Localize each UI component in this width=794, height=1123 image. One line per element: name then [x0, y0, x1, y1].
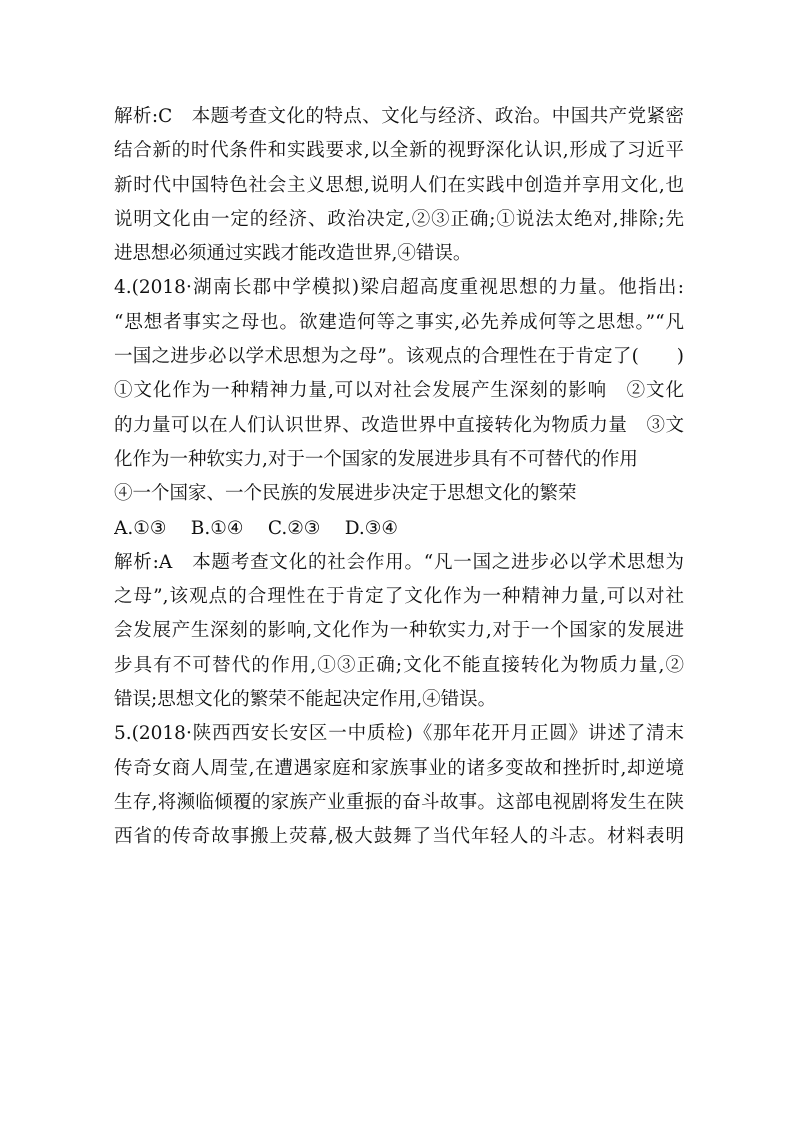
analysis-4-line-4: 步具有不可替代的作用,①③正确;文化不能直接转化为物质力量,②	[114, 654, 684, 676]
question-4-options: A.①③ B.①④ C.②③ D.③④	[114, 517, 398, 539]
question-4-statements-line-3: 化作为一种软实力,对于一个国家的发展进步具有不可替代的作用	[114, 448, 638, 470]
question-4-statements-line-1: ①文化作为一种精神力量,可以对社会发展产生深刻的影响 ②文化	[114, 380, 684, 402]
analysis-4-line-3: 会发展产生深刻的影响,文化作为一种软实力,对于一个国家的发展进	[114, 620, 684, 642]
question-5-stem-line-3: 生存,将濒临倾覆的家族产业重振的奋斗故事。这部电视剧将发生在陕	[114, 791, 684, 813]
analysis-3-line-4: 说明文化由一定的经济、政治决定,②③正确;①说法太绝对,排除;先	[114, 208, 684, 230]
analysis-3-line-5: 进思想必须通过实践才能改造世界,④错误。	[114, 243, 472, 265]
analysis-3-line-2: 结合新的时代条件和实践要求,以全新的视野深化认识,形成了习近平	[114, 140, 684, 162]
question-5-stem-line-4: 西省的传奇故事搬上荧幕,极大鼓舞了当代年轻人的斗志。材料表明	[114, 826, 684, 848]
question-5-stem-line-1: 5.(2018·陕西西安长安区一中质检)《那年花开月正圆》讲述了清末	[114, 723, 684, 745]
question-4-statements-line-2: 的力量可以在人们认识世界、改造世界中直接转化为物质力量 ③文	[114, 414, 684, 436]
analysis-3-line-1: 解析:C 本题考查文化的特点、文化与经济、政治。中国共产党紧密	[114, 106, 684, 127]
question-4-stem-line-1: 4.(2018·湖南长郡中学模拟)梁启超高度重视思想的力量。他指出:	[114, 277, 684, 299]
analysis-4-line-1: 解析:A 本题考查文化的社会作用。“凡一国之进步必以学术思想为	[114, 551, 684, 573]
question-4-stem-line-3: 一国之进步必以学术思想为之母”。该观点的合理性在于肯定了( )	[114, 346, 684, 368]
analysis-4-line-2: 之母”,该观点的合理性在于肯定了文化作为一种精神力量,可以对社	[114, 586, 684, 608]
document-page	[114, 100, 684, 855]
analysis-3-line-3: 新时代中国特色社会主义思想,说明人们在实践中创造并享用文化,也	[114, 174, 684, 196]
question-5-stem-line-2: 传奇女商人周莹,在遭遇家庭和家族事业的诸多变故和挫折时,却逆境	[114, 757, 684, 779]
question-4-statements-line-4: ④一个国家、一个民族的发展进步决定于思想文化的繁荣	[114, 483, 577, 505]
analysis-4-line-5: 错误;思想文化的繁荣不能起决定作用,④错误。	[114, 689, 497, 711]
question-4-stem-line-2: “思想者事实之母也。欲建造何等之事实,必先养成何等之思想。”“凡	[114, 311, 684, 333]
